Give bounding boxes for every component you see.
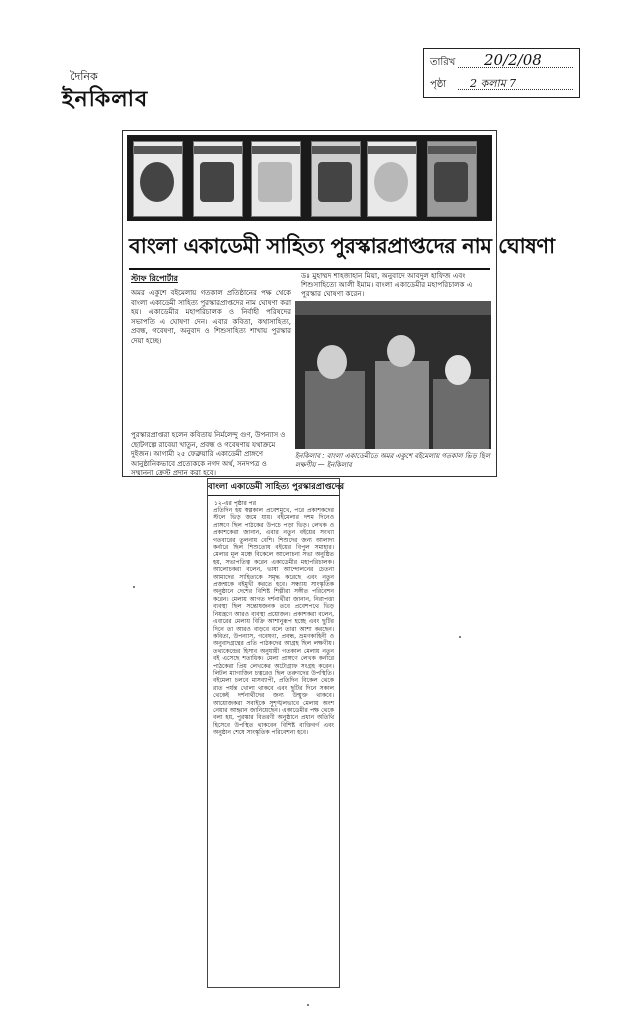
book-cover-photo [127,135,492,221]
scan-speck [133,586,135,588]
article-body-tail: পুরস্কারপ্রাপ্তরা হলেন কবিতায় নির্মলেন্দু গুণ, উপন্যাস ও ছোটগল্পে রাবেয়া খাতুন, প্রবন্ধ ও গবেষণায় যথাক্রমে দুইজন। আগামী ২৫ ফেব্রুয়ারি একাডেমী প্রাঙ্গণে আনুষ্ঠানিকভাবে প্রত্যেককে নগদ অর্থ, সনদপত্র ও সম্মাননা ক্রেস্ট প্রদান করা হবে। [131,431,286,478]
article-byline: স্টাফ রিপোর্টার [131,274,178,283]
book-cover-6 [427,141,477,217]
book-cover-3 [251,141,301,217]
stamp-page-value: 2 কলাম 7 [470,77,517,90]
continuation-body: প্রতিদিন হয় স্বল্পকাল প্রবেশমুখে, পরে প্রকাশকদের স্টলে ভিড় জমে যায়। বইমেলার দশম দিনেও প্রাঙ্গণে ছিল পাঠকের উপচে পড়া ভিড়। লেখক ও প্রকাশকেরা জানান, এবার নতুন বইয়ের সংখ্যা গতবারের তুলনায় বেশি। শিশুদের জন্য আলাদা কর্নারে ছিল শিশুতোষ বইয়ের বিপুল সমাহার। মেলার মূল মঞ্চে বিকেলে আলোচনা সভা অনুষ্ঠিত হয়, সভাপতিত্ব করেন একাডেমীর মহাপরিচালক। আলোচকরা বলেন, ভাষা আন্দোলনের চেতনা আমাদের সাহিত্যকে সমৃদ্ধ করেছে এবং নতুন প্রজন্মকে বইমুখী করতে হবে। সন্ধ্যায় সাংস্কৃতিক অনুষ্ঠানে দেশের বিশিষ্ট শিল্পীরা সঙ্গীত পরিবেশন করেন। মেলায় আগত দর্শনার্থীরা জানান, নিরাপত্তা ব্যবস্থা ছিল সন্তোষজনক তবে প্রবেশপথে ভিড় নিয়ন্ত্রণে আরও ব্যবস্থা প্রয়োজন। প্রকাশকরা বলেন, এবারের মেলায় বিক্রি আশানুরূপ হচ্ছে এবং ছুটির দিনে তা আরও বাড়বে বলে তারা আশা করছেন। কবিতা, উপন্যাস, গবেষণা, প্রবন্ধ, ভ্রমণকাহিনী ও অনুবাদগ্রন্থের প্রতি পাঠকদের আগ্রহ ছিল লক্ষণীয়। তথ্যকেন্দ্রের হিসাব অনুযায়ী গতকাল মেলায় নতুন বই এসেছে শতাধিক। মেলা প্রাঙ্গণে লেখক কর্নারে পাঠকেরা প্রিয় লেখকের অটোগ্রাফ সংগ্রহ করেন। লিটল ম্যাগাজিন চত্বরেও ছিল তরুণদের উপস্থিতি। বইমেলা চলবে মাসব্যাপী, প্রতিদিন বিকেল থেকে রাত পর্যন্ত খোলা থাকবে এবং ছুটির দিনে সকাল থেকেই দর্শনার্থীদের জন্য উন্মুক্ত থাকবে। আয়োজকরা সবাইকে সুশৃঙ্খলভাবে মেলায় অংশ নেয়ার আহ্বান জানিয়েছেন। একাডেমীর পক্ষ থেকে বলা হয়, পুরস্কার বিতরণী অনুষ্ঠানে প্রধান অতিথি হিসেবে উপস্থিত থাকবেন বিশিষ্ট ব্যক্তিবর্গ এবং অনুষ্ঠান শেষে সাংস্কৃতিক পরিবেশনা হবে। [213,507,334,737]
photo-caption: ইনকিলাব : বাংলা একাডেমীতে অমর একুশে বইমেলায় গতকাল ভিড় ছিল লক্ষণীয় — ইনকিলাব [295,452,491,469]
headline-rule [129,268,490,270]
stamp-date-label: তারিখ [430,57,456,68]
newspaper-clipping [122,130,555,478]
masthead-small-label: দৈনিক [70,70,98,83]
masthead-name: ইনকিলাব [62,87,149,112]
article-headline: বাংলা একাডেমী সাহিত্য পুরস্কারপ্রাপ্তদের নাম ঘোষণা [129,234,555,258]
scan-speck [459,636,461,638]
continuation-header: বাংলা একাডেমী সাহিত্য পুরস্কারপ্রাপ্তদের [208,479,339,496]
book-cover-2 [193,141,243,217]
article-subtext: ডঃ মুহাম্মদ শাহজাহান মিয়া, অনুবাদে আবদুল হাফিজ এবং শিশুসাহিত্যে আলী ইমাম। বাংলা একাডেমীর মহাপরিচালক এ পুরস্কার ঘোষণা করেন। [301,271,473,298]
stamp-page-label: পৃষ্ঠা [430,79,447,90]
scan-speck [307,1004,309,1006]
archive-stamp [423,48,580,98]
continuation-subheading: ১২-এর পৃষ্ঠার পর [214,500,257,507]
book-cover-4 [311,141,361,217]
book-cover-5 [367,141,417,217]
book-cover-1 [133,141,183,217]
bookfair-photo [295,301,491,449]
stamp-date-value: 20/2/08 [484,51,542,69]
article-body-lead: অমর একুশে বইমেলায় গতকাল প্রতিষ্ঠানের পক্ষ থেকে বাংলা একাডেমী সাহিত্য পুরস্কারপ্রাপ্তদের নাম ঘোষণা করা হয়। একাডেমীর মহাপরিচালক ও নির্বাহী পরিষদের সভাপতি এ ঘোষণা দেন। এবার কবিতা, কথাসাহিত্য, প্রবন্ধ, গবেষণা, অনুবাদ ও শিশুসাহিত্য শাখায় পুরস্কার দেয়া হচ্ছে। [131,289,291,345]
continuation-column [207,478,345,988]
